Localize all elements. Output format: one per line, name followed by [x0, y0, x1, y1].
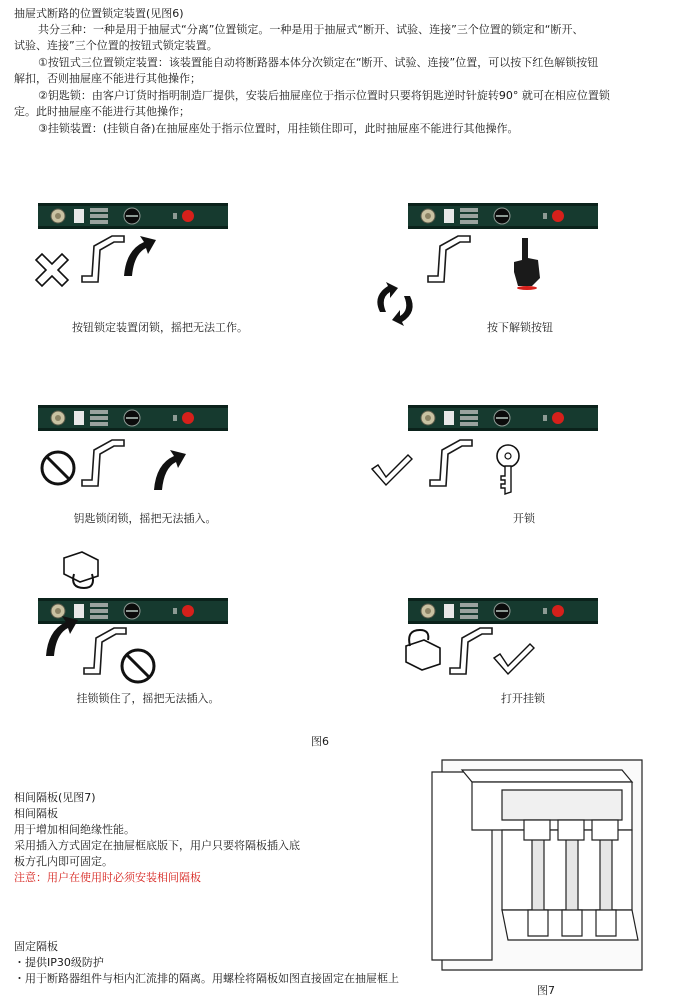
item1-line: 解扣，否则抽屉座不能进行其他操作； [14, 72, 201, 85]
caption-5: 挂锁锁住了，摇把无法插入。 [76, 692, 220, 705]
partition-line: 板方孔内即可固定。 [14, 855, 113, 868]
section-title-fixed-partition: 固定隔板 [14, 940, 58, 953]
fig6-panel-3 [38, 405, 228, 435]
partition-drawing [432, 760, 652, 980]
bullet-item: ・用于断路器组件与柜内汇流排的隔离。用螺栓将隔板如图直接固定在抽屉框上 [14, 972, 399, 985]
arrow-icon [148, 450, 190, 496]
cross-icon [32, 252, 72, 292]
arrow-icon [40, 616, 82, 662]
rotate-icon [370, 282, 420, 326]
fig6-panel-4 [408, 405, 598, 435]
crank-icon [82, 440, 132, 490]
figure-label-6: 图6 [311, 735, 329, 748]
caption-4: 开锁 [513, 512, 535, 525]
fig6-panel-1 [38, 203, 228, 233]
hand-icon [512, 238, 542, 290]
section-title-partition: 相间隔板(见图7) [14, 791, 96, 804]
bullet-item: ・提供IP30级防护 [14, 956, 104, 969]
warning-note: 注意：用户在使用时必须安装相间隔板 [14, 871, 201, 884]
arrow-icon [118, 236, 160, 282]
paragraph-line: 共分三种：一种是用于抽屉式“分离”位置锁定。一种是用于抽屉式“断开、试验、连接”三个位置的锁定和“断开、 [38, 23, 584, 36]
caption-2: 按下解锁按钮 [487, 321, 553, 334]
no-entry-icon [58, 468, 60, 470]
caption-6: 打开挂锁 [501, 692, 545, 705]
check-icon [372, 455, 414, 487]
crank-icon [450, 628, 500, 678]
partition-line: 采用插入方式固定在抽屉框底版下，用户只要将隔板插入底 [14, 839, 300, 852]
item1-line: ①按钮式三位置锁定装置：该装置能自动将断路器本体分次锁定在“断开、试验、连接”位置，可以按下红色解锁按钮 [38, 56, 599, 69]
figure-label-7: 图7 [537, 984, 555, 997]
subtitle-partition: 相间隔板 [14, 807, 58, 820]
fig6-panel-2 [408, 203, 598, 233]
item3-line: ③挂锁装置：(挂锁自备)在抽屉座处于指示位置时，用挂锁住即可，此时抽屉座不能进行其他操作。 [38, 122, 519, 135]
item2-line: ②钥匙锁：由客户订货时指明制造厂提供，安装后抽屉座位于指示位置时只要将钥匙逆时针旋转90° 就可在相应位置锁 [38, 89, 610, 102]
fig6-panel-6 [408, 598, 598, 628]
paragraph-line: 试验、连接”三个位置的按钮式锁定装置。 [14, 39, 218, 52]
check-icon [494, 644, 536, 676]
partition-line: 用于增加相间绝缘性能。 [14, 823, 135, 836]
key-icon [494, 444, 524, 496]
crank-icon [428, 236, 478, 286]
item2-line: 定。此时抽屉座不能进行其他操作； [14, 105, 190, 118]
no-entry-icon [138, 666, 140, 668]
section-title-lock: 抽屉式断路的位置锁定装置(见图6) [14, 7, 184, 20]
crank-icon [430, 440, 480, 490]
caption-1: 按钮锁定装置闭锁，摇把无法工作。 [72, 321, 248, 334]
caption-3: 钥匙锁闭锁，摇把无法插入。 [73, 512, 217, 525]
open-padlock-icon [400, 628, 444, 670]
padlock-icon [60, 548, 104, 590]
